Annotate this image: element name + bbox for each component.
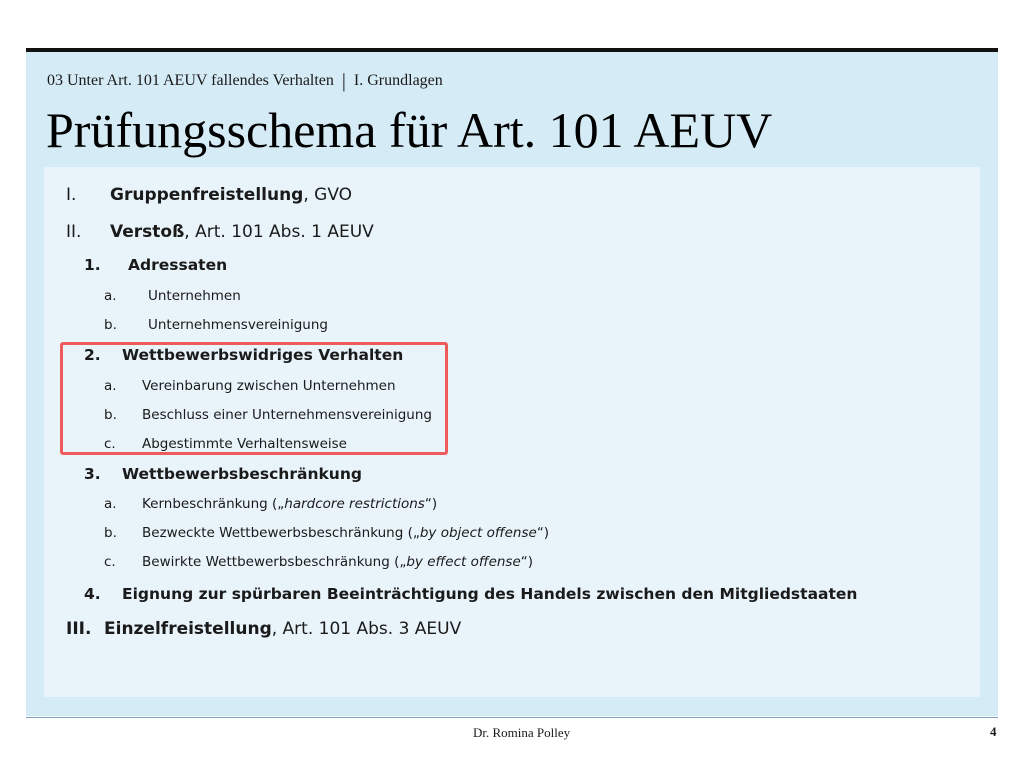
outline-text: Vereinbarung zwischen Unternehmen (142, 378, 396, 394)
outline-number: 2. (84, 346, 101, 364)
outline-text: Bezweckte Wettbewerbsbeschränkung („by object offense“) (142, 525, 550, 541)
outline-text: Verstoß, Art. 101 Abs. 1 AEUV (110, 222, 374, 242)
outline-text: Einzelfreistellung, Art. 101 Abs. 3 AEUV (104, 619, 462, 639)
outline-number: III. (66, 619, 92, 639)
outline-text: Wettbewerbswidriges Verhalten (122, 346, 404, 364)
outline-text: Bewirkte Wettbewerbsbeschränkung („by effect offense“) (142, 554, 534, 570)
outline-text: Beschluss einer Unternehmensvereinigung (142, 407, 432, 423)
outline-letter: a. (104, 496, 117, 512)
outline-text: Kernbeschränkung („hardcore restrictions“) (142, 496, 438, 512)
bottom-rule (26, 717, 998, 718)
outline-letter: a. (104, 288, 117, 304)
breadcrumb-section: 03 Unter Art. 101 AEUV fallendes Verhalten (47, 72, 334, 89)
outline-letter: b. (104, 317, 117, 333)
outline-number: I. (66, 185, 77, 205)
slide-title: Prüfungsschema für Art. 101 AEUV (46, 102, 773, 158)
outline-text: Wettbewerbsbeschränkung (122, 465, 362, 483)
breadcrumb (47, 70, 443, 93)
highlight-box (60, 342, 448, 455)
outline-number: 3. (84, 465, 101, 483)
outline-text: Eignung zur spürbaren Beeinträchtigung des Handels zwischen den Mitgliedstaaten (122, 585, 858, 603)
outline-letter: b. (104, 525, 117, 541)
outline-letter: a. (104, 378, 117, 394)
outline-number: 4. (84, 585, 101, 603)
outline-number: 1. (84, 256, 101, 274)
outline-text: Gruppenfreistellung, GVO (110, 185, 353, 205)
page-number: 4 (990, 724, 997, 739)
outline-number: II. (66, 222, 82, 242)
breadcrumb-separator: | (341, 70, 346, 92)
outline-text: Unternehmen (148, 288, 241, 304)
breadcrumb-subsection: I. Grundlagen (353, 72, 443, 89)
footer-author: Dr. Romina Polley (473, 725, 571, 740)
outline-text: Adressaten (128, 256, 228, 274)
outline-letter: c. (104, 554, 116, 570)
outline-letter: b. (104, 407, 117, 423)
outline-letter: c. (104, 436, 116, 452)
outline-text: Abgestimmte Verhaltensweise (142, 436, 347, 452)
outline-text: Unternehmensvereinigung (148, 317, 328, 333)
